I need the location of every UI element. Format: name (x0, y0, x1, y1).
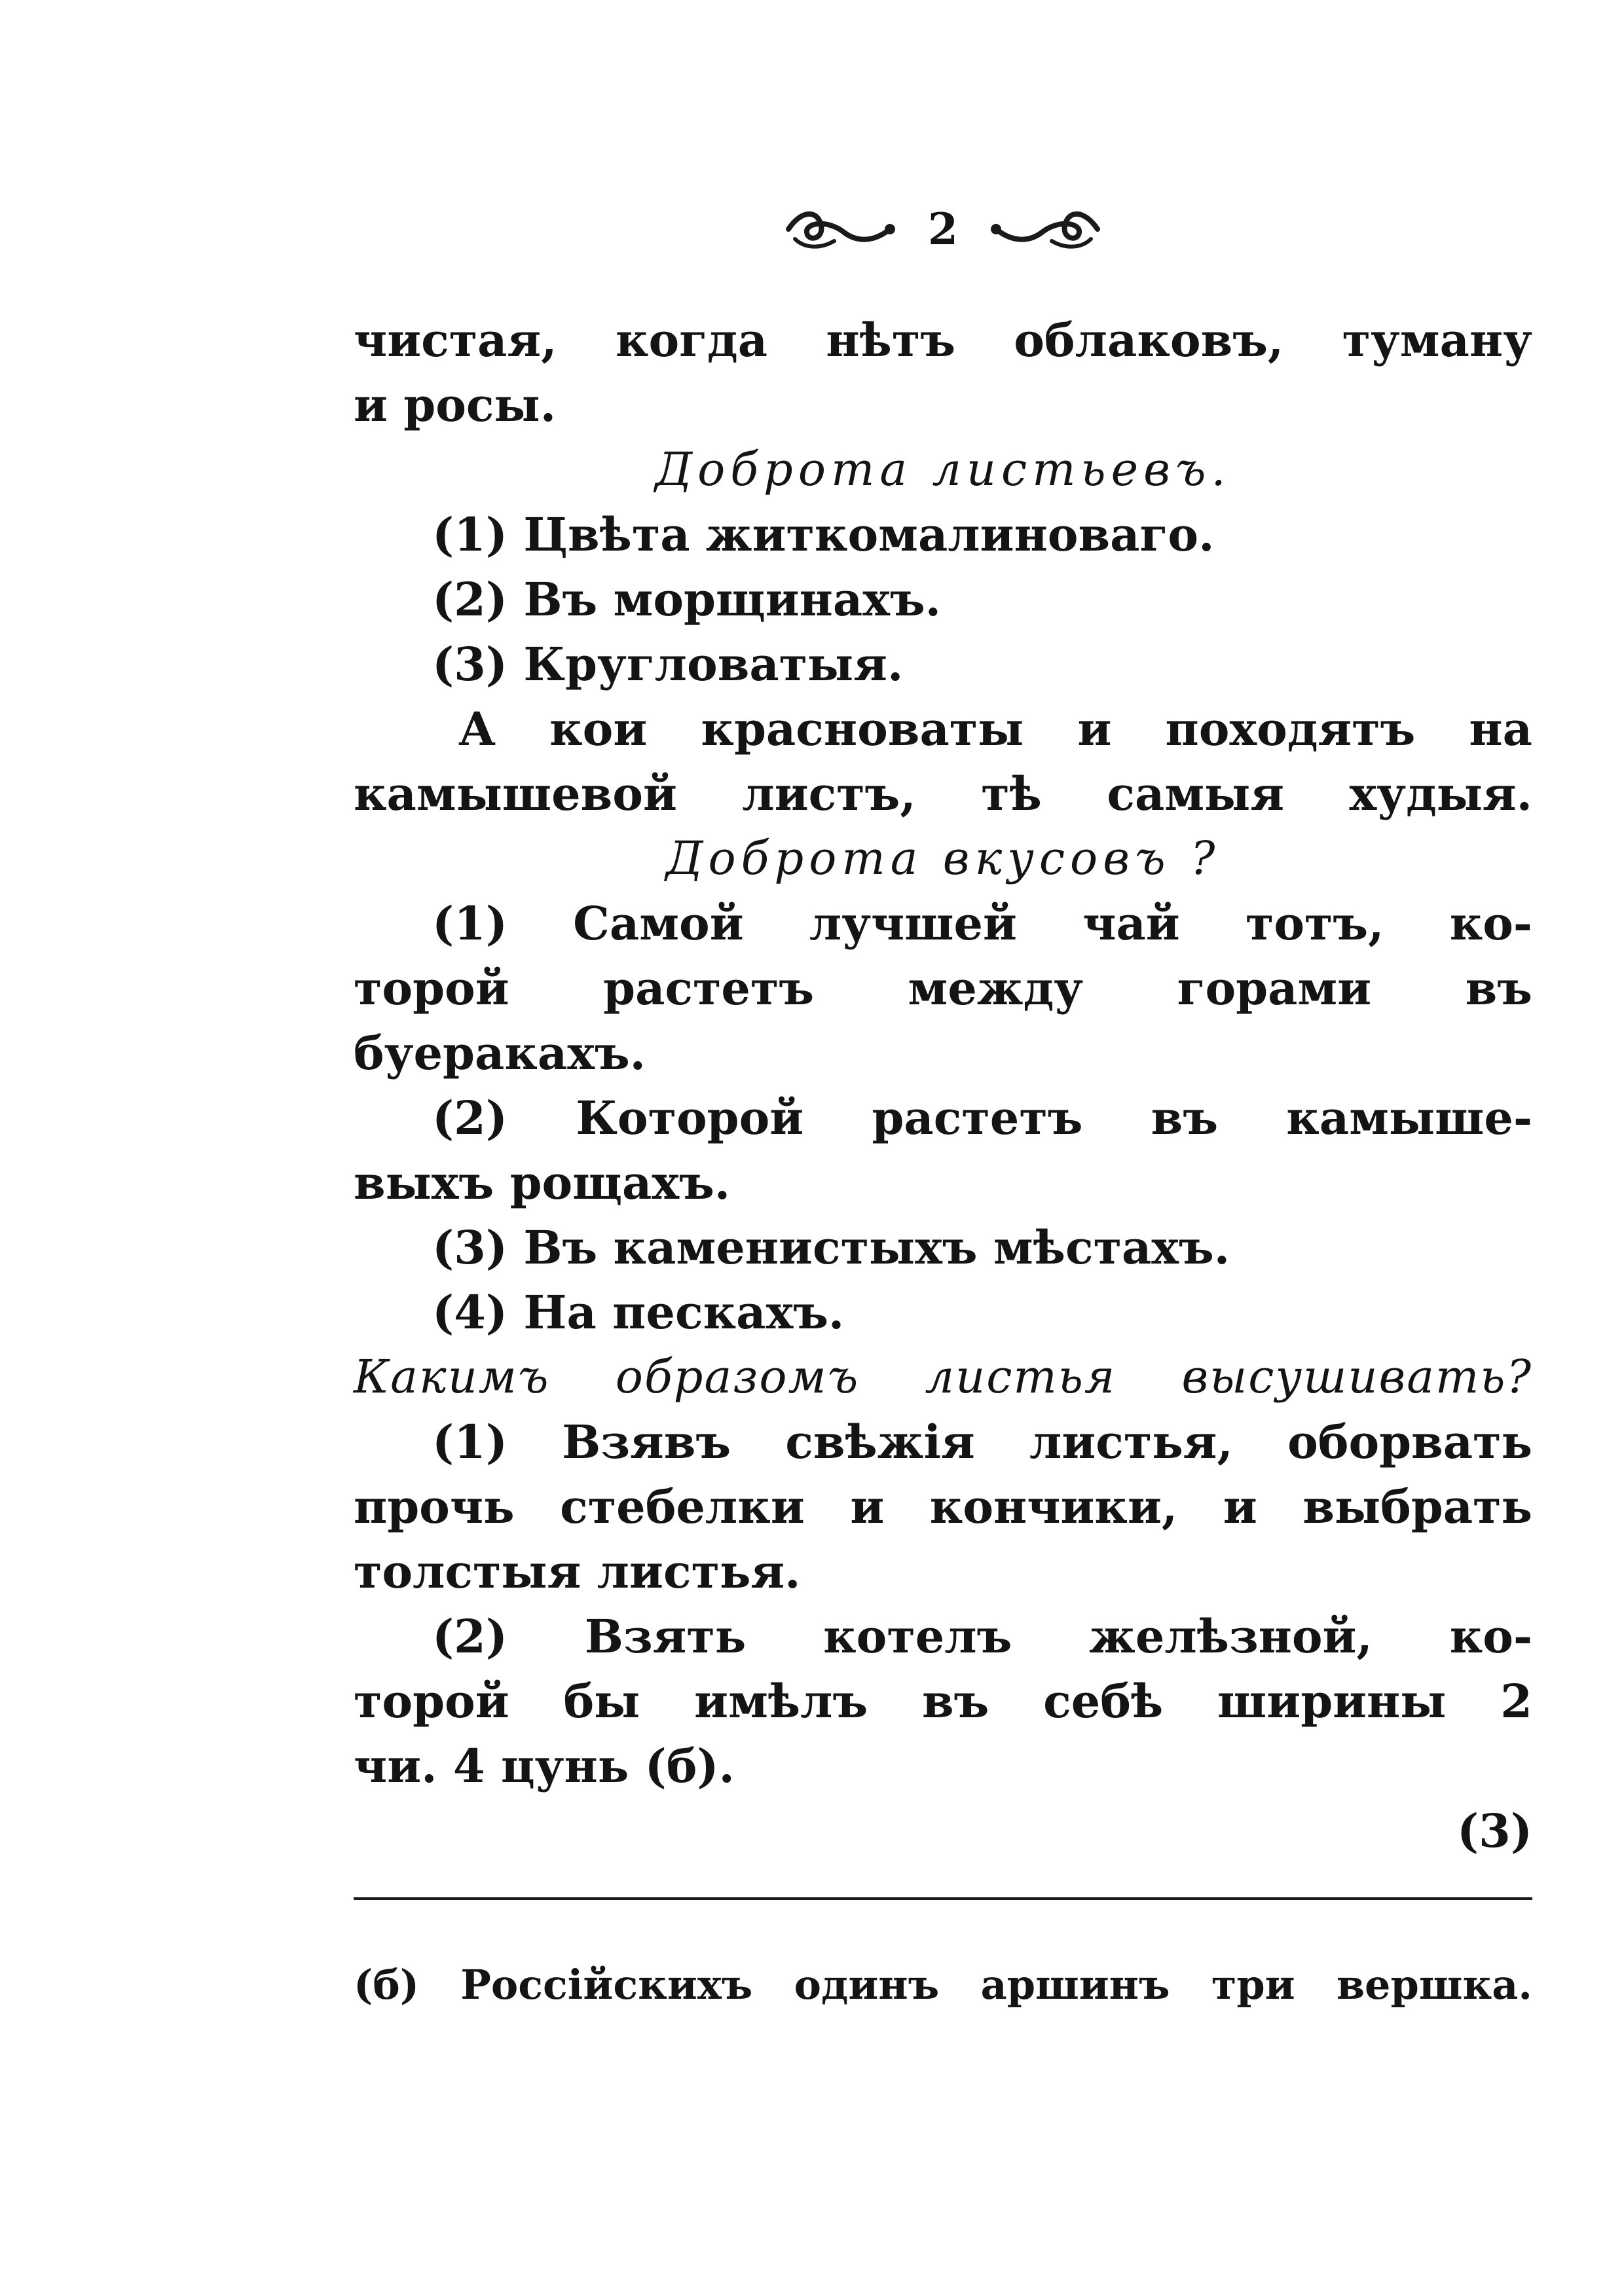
catchword: (3) (1457, 1804, 1532, 1858)
list-item: (2) Въ морщинахъ. (432, 572, 942, 627)
text-line: торой растетъ между горами въ (354, 961, 1532, 1015)
list-item: (3) Въ каменистыхъ мѣстахъ. (432, 1220, 1230, 1275)
right-ornament-icon (989, 203, 1104, 255)
text-line: торой бы имѣлъ въ себѣ ширины 2 (354, 1674, 1532, 1728)
list-item: (3) Кругловатыя. (432, 637, 904, 691)
list-item: (2) Взять котелъ желѣзной, ко- (432, 1609, 1532, 1664)
text-line: прочь стебелки и кончики, и выбрать (354, 1480, 1532, 1534)
footnote-divider (354, 1897, 1532, 1900)
footnote: (б) Россійскихъ одинъ аршинъ три вершка. (354, 1961, 1532, 2009)
page-header (773, 187, 1113, 272)
text-line: А кои красноваты и походятъ на (458, 702, 1532, 756)
text-line: чистая, когда нѣтъ облаковъ, туману (354, 313, 1532, 367)
list-item: (1) Самой лучшей чай тотъ, ко- (432, 896, 1532, 951)
text-line: и росы. (354, 378, 557, 432)
list-item: (2) Которой растетъ въ камыше- (432, 1091, 1532, 1145)
text-line: толстыя листья. (354, 1544, 801, 1599)
list-item: (1) Цвѣта житкомалиноваго. (432, 507, 1215, 562)
left-ornament-icon (782, 203, 896, 255)
section-heading: Какимъ образомъ листья высушивать? (354, 1350, 1532, 1404)
section-heading: Доброта вкусовъ ? (665, 831, 1221, 885)
main-text (354, 308, 1532, 1863)
list-item: (1) Взявъ свѣжія листья, оборвать (432, 1415, 1532, 1469)
text-line: буеракахъ. (354, 1026, 646, 1080)
text-line: выхъ рощахъ. (354, 1156, 731, 1210)
text-line: чи. 4 цунь (б). (354, 1739, 735, 1793)
page-number: 2 (928, 204, 958, 255)
list-item: (4) На пескахъ. (432, 1285, 845, 1339)
text-line: камышевой листъ, тѣ самыя худыя. (354, 767, 1532, 821)
section-heading: Доброта листьевъ. (655, 443, 1231, 496)
